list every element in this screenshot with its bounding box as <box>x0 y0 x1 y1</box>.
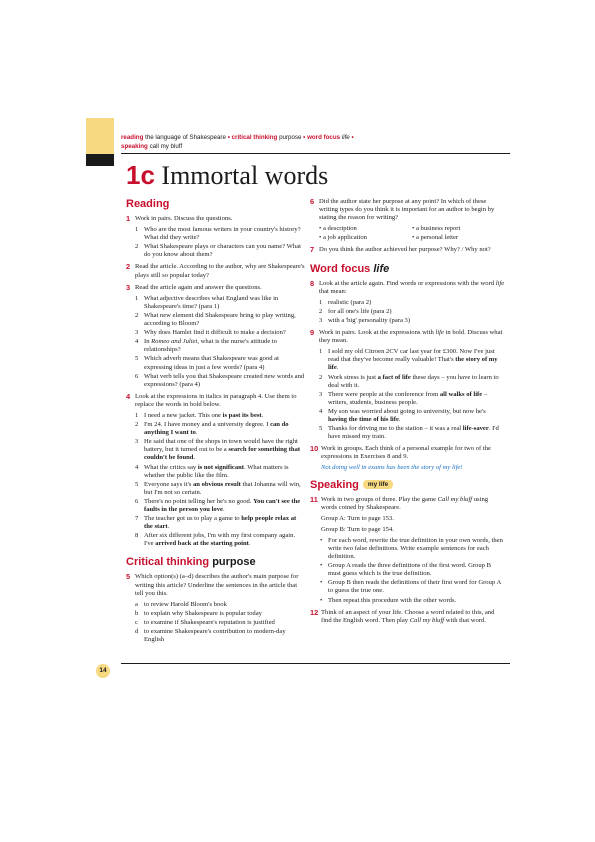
unit-title-text: Immortal words <box>161 161 329 190</box>
section-heading-critical-thinking: Critical thinking purpose <box>126 556 256 569</box>
corner-tab-black <box>86 154 114 166</box>
list-item: 2 for all one's life (para 2) <box>319 307 392 315</box>
header-ct-text: purpose <box>279 134 302 141</box>
exercise-2: 2 Read the article. According to the author, why are Shakespeare's plays still so popular today? <box>126 262 305 279</box>
option-item: • a description <box>319 225 357 233</box>
option-item: • a personal letter <box>412 234 459 242</box>
exercise-4: 4 Look at the expressions in italics in paragraph 4. Use them to replace the words in bold below. <box>126 391 297 408</box>
list-item: 4 My son was worried about going to university, but now he's having the time of his life. <box>319 407 486 423</box>
list-item: 2 What new element did Shakespeare bring to play writing, according to Bloom? <box>135 311 296 328</box>
list-item: c to examine if Shakespeare's reputation is justified <box>135 618 275 626</box>
header-reading-label: reading <box>121 134 144 141</box>
list-item: 1 realistic (para 2) <box>319 298 372 306</box>
option-item: • a job application <box>319 234 367 242</box>
list-item: 1 I sold my old Citroen 2CV car last year for £300. Now I've just read that they've become really valuable! That's the story of my life. <box>319 348 498 372</box>
list-item: 1 Who are the most famous writers in your country's history? What did they write? <box>135 226 301 242</box>
option-item: • a business report <box>412 225 461 233</box>
list-item: 2 I'm 24. I have money and a university degree. I can do anything I want to. <box>135 421 289 437</box>
list-item: • Group A reads the three definitions of the first word. Group B must guess which is the true definition. <box>310 562 505 578</box>
exercise-3: 3 Read the article again and answer the questions. <box>126 282 262 292</box>
list-item: 6 There's no point telling her he's no good. You can't see the faults in the person you love. <box>135 497 301 513</box>
header-sep: • <box>303 134 306 141</box>
footer-rule <box>121 663 510 664</box>
lesson-header <box>121 133 381 151</box>
section-heading-speaking: Speaking my life <box>310 479 505 492</box>
section-heading-reading: Reading <box>126 198 170 210</box>
list-item: 6 What verb tells you that Shakespeare created new words and expressions? (para 4) <box>135 372 305 388</box>
exercise-11: 11 Work in two groups of three. Play the game Call my bluff using words coined by Shakespeare. <box>310 494 489 511</box>
list-item: d to examine Shakespeare's contribution to modern-day English <box>135 628 286 644</box>
list-item: • Group B then reads the definitions of their first word for Group A to guess the true one. <box>310 579 505 595</box>
list-item: 3 There were people at the conference from all walks of life – writers, students, business people. <box>319 390 488 406</box>
exercise-5: 5 Which option(s) (a–d) describes the author's main purpose for writing this article? Underline the sentences in the article that tell you this. <box>126 572 299 597</box>
my-life-badge: my life <box>363 480 393 489</box>
list-item: b to explain why Shakespeare is popular today <box>135 609 262 617</box>
corner-tab-yellow <box>86 118 114 154</box>
header-rule <box>121 153 510 154</box>
header-ct-label: critical thinking <box>231 134 278 141</box>
exercise-9: 9 Work in pairs. Look at the expressions with life in bold. Discuss what they mean. <box>310 328 503 345</box>
right-column <box>310 198 505 628</box>
exercise-1: 1 Work in pairs. Discuss the questions. <box>126 214 233 223</box>
page-title <box>126 158 328 193</box>
list-item: 4 What the critics say is not significant. What matters is whether the public like the film. <box>135 463 289 479</box>
example-note: Not doing well in exams has been the story of my life! <box>321 464 463 472</box>
exercise-6: 6 Did the author state her purpose at any point? In which of these writing types do you think it is important for an author to begin by stating the reason for writing? <box>310 197 495 222</box>
list-item: 1 What adjective describes what England was like in Shakespeare's time? (para 1) <box>135 294 279 310</box>
header-reading-text: the language of Shakespeare <box>145 134 226 141</box>
list-item: 3 with a 'big' personality (para 3) <box>319 316 411 324</box>
list-item: 3 Why does Hamlet find it difficult to make a decision? <box>135 329 286 337</box>
exercise-7: 7 Do you think the author achieved her purpose? Why? / Why not? <box>310 245 491 255</box>
exercise-12: 12 Think of an aspect of your life. Choose a word related to this, and find the English word. Then play Call my bluff with that word. <box>310 607 495 624</box>
option-row <box>310 234 505 242</box>
list-item: • Then repeat this procedure with the other words. <box>310 597 505 605</box>
header-wf-label: word focus <box>307 134 341 141</box>
section-heading-word-focus: Word focus life <box>310 262 390 275</box>
list-item: 4 In Romeo and Juliet, what is the nurse's attitude to relationships? <box>135 338 278 354</box>
list-item: 3 He said that one of the shops in town would have the right battery, but it turned out to be a search for something that couldn't be found. <box>135 438 301 462</box>
header-speaking-label: speaking <box>121 143 148 150</box>
header-sep: • <box>227 134 230 141</box>
header-speaking-text: call my bluff <box>149 143 183 150</box>
header-wf-text: life <box>341 134 350 141</box>
header-sep: • <box>351 134 354 141</box>
list-item: a to review Harold Bloom's book <box>135 600 227 608</box>
exercise-8: 8 Look at the article again. Find words or expressions with the word life that mean: <box>310 278 505 295</box>
list-item: 5 Everyone says it's an obvious result that Johanna will win, but I'm not so certain. <box>135 480 301 496</box>
list-item: 2 Work stress is just a fact of life these days – you have to learn to deal with it. <box>319 373 499 389</box>
unit-number: 1c <box>126 160 155 190</box>
list-item: 5 Thanks for driving me to the station – it was a real life-saver. I'd have missed my train. <box>319 425 499 441</box>
list-item: 5 Which adverb means that Shakespeare was good at expressing ideas in just a few words? (para 4) <box>135 355 279 371</box>
page-number: 14 <box>96 664 110 678</box>
exercise-10: 10 Work in groups. Each think of a personal example for two of the expressions in Exercises 8 and 9. <box>310 444 491 461</box>
list-item: 2 What Shakespeare plays or characters can you name? What do you know about them? <box>135 243 301 259</box>
list-item: 8 After six different jobs, I'm with my first company again. I've arrived back at the starting point. <box>135 532 296 548</box>
group-b-instruction: Group B: Turn to page 154. <box>321 525 394 533</box>
left-column <box>126 196 306 645</box>
option-row <box>310 225 505 233</box>
list-item: 7 The teacher got us to play a game to help people relax at the start. <box>135 515 297 531</box>
group-a-instruction: Group A: Turn to page 153. <box>321 514 394 522</box>
list-item: • For each word, rewrite the true definition in your own words, then write two false definitions. Write example sentences for each definition. <box>310 537 505 561</box>
list-item: 1 I need a new jacket. This one is past its best. <box>135 411 264 419</box>
